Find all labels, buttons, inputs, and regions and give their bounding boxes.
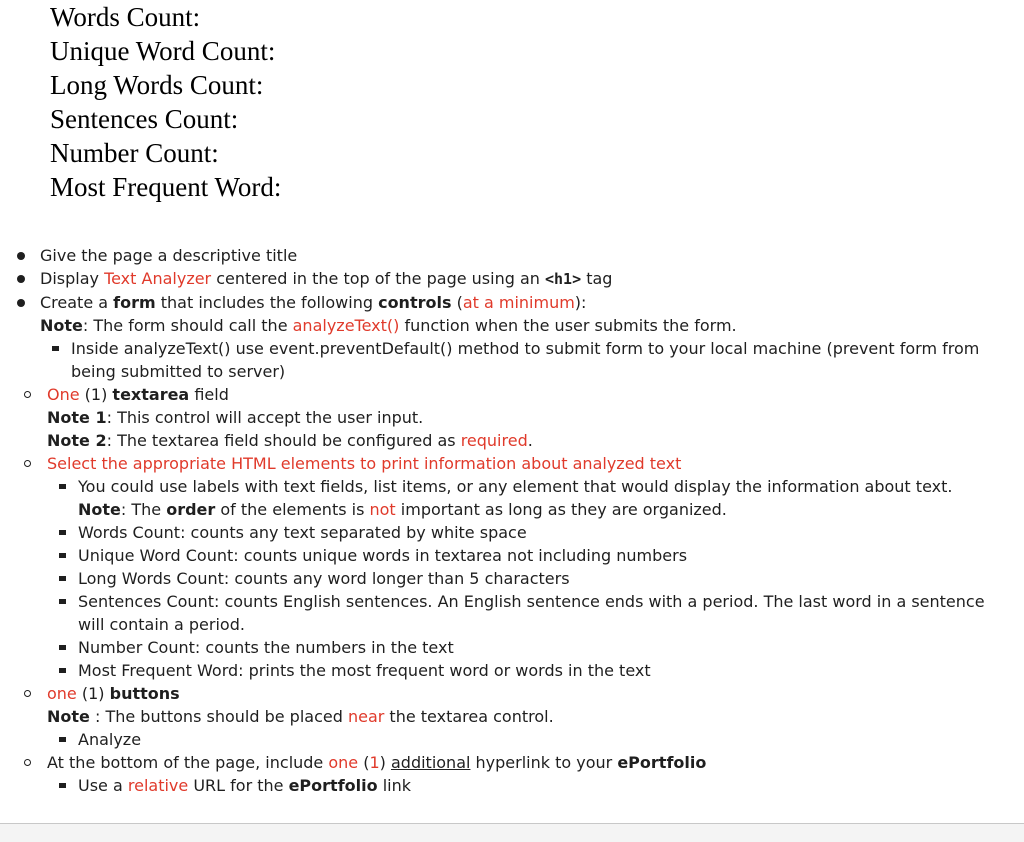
preview-number-count-label: Number Count: — [50, 138, 219, 168]
req-title: Give the page a descriptive title — [14, 244, 1010, 267]
textarea-note-1: Note 1: This control will accept the user input. — [47, 408, 424, 427]
textarea-note-2: Note 2: The textarea field should be configured as required. — [47, 431, 533, 450]
output-preview — [50, 0, 281, 204]
buttons-note: Note : The buttons should be placed near the textarea control. — [47, 707, 554, 726]
words-count-item: Words Count: counts any text separated by white space — [47, 521, 1010, 544]
requirements-list — [14, 244, 1010, 797]
sentences-count-item: Sentences Count: counts English sentences. An English sentence ends with a period. The last word in a sentence will contain a period. — [47, 590, 1010, 636]
order-note: Note: The order of the elements is not important as long as they are organized. — [78, 500, 727, 519]
preview-most-frequent-word-label: Most Frequent Word: — [50, 172, 282, 202]
preview-words-count-label: Words Count: — [50, 2, 201, 32]
page-divider — [0, 823, 1024, 842]
textarea-requirement: One (1) textarea field Note 1: This control will accept the user input. Note 2: The textarea field should be configured as required. — [14, 383, 1010, 452]
number-count-item: Number Count: counts the numbers in the text — [47, 636, 1010, 659]
analyze-button-item: Analyze — [47, 728, 1010, 751]
buttons-requirement: one (1) buttons Note : The buttons should be placed near the textarea control. Analyze — [14, 682, 1010, 751]
unique-word-count-item: Unique Word Count: counts unique words in textarea not including numbers — [47, 544, 1010, 567]
preview-sentences-count-label: Sentences Count: — [50, 104, 239, 134]
eportfolio-requirement: At the bottom of the page, include one (1) additional hyperlink to your ePortfolio Use a relative URL for the ePortfolio link — [14, 751, 1010, 797]
relative-url-item: Use a relative URL for the ePortfolio link — [47, 774, 1010, 797]
prevent-default-item: Inside analyzeText() use event.preventDefault() method to submit form to your local machine (prevent form from being submitted to server) — [40, 337, 1010, 383]
output-item: You could use labels with text fields, list items, or any element that would display the information about text. Note: The order of the elements is not important as long as they are organized. — [47, 475, 1010, 521]
req-heading: Display Text Analyzer centered in the top of the page using an <h1> tag — [14, 267, 1010, 291]
preview-unique-word-count-label: Unique Word Count: — [50, 36, 276, 66]
preview-long-words-count-label: Long Words Count: — [50, 70, 264, 100]
most-frequent-word-item: Most Frequent Word: prints the most frequent word or words in the text — [47, 659, 1010, 682]
output-elements-requirement: Select the appropriate HTML elements to print information about analyzed text You could use labels with text fields, list items, or any element that would display the information about text. Note: The order of the elements is not important as long as they are organized. Words Count: counts any text separated by white space Unique Word Count: counts unique words in textarea not including numbers Long Words Count: counts any word longer than 5 characters Sentences Count: counts English sentences. An English sentence ends with a period. The last word in a sentence will contain a period. Number Count: counts the numbers in the text Most Frequent Word: prints the most frequent word or words in the text — [14, 452, 1010, 682]
form-note: Note: The form should call the analyzeText() function when the user submits the form. — [40, 316, 737, 335]
long-words-count-item: Long Words Count: counts any word longer than 5 characters — [47, 567, 1010, 590]
req-form: Create a form that includes the following controls (at a minimum): Note: The form should call the analyzeText() function when the user submits the form. Inside analyzeText() use event.preventDefault() method to submit form to your local machine (prevent form from being submitted to server) — [14, 291, 1010, 383]
